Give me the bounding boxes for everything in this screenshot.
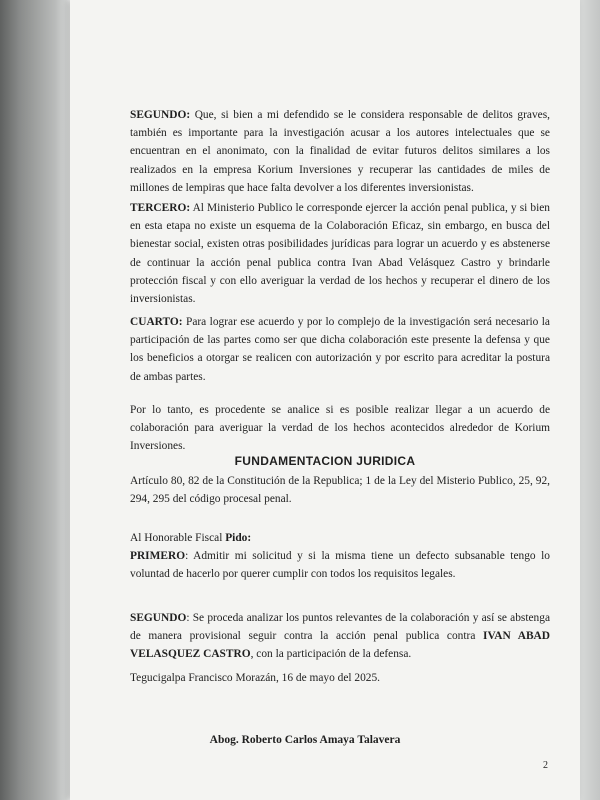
cuarto-paragraph: [130, 313, 550, 386]
petition-word: Pido:: [225, 532, 252, 544]
primero-label: PRIMERO: [130, 550, 186, 562]
segundo-pido-paragraph: [130, 609, 550, 664]
document-page: [70, 0, 580, 800]
conclusion-paragraph: Por lo tanto, es procedente se analice si es posible realizar llegar a un acuerdo de colaboración para averiguar la verdad de los hechos acontecidos alrededor de Korium Inversiones.: [130, 404, 550, 453]
cuarto-text: Para lograr ese acuerdo y por lo complejo de la investigación será necesario la participación de las partes como ser que dicha colaboración este presente la defensa y que los beneficios a otorgar se realicen con autorización y por escrito para acreditar la postura de ambas partes.: [130, 316, 550, 383]
fundamentacion-text: Artículo 80, 82 de la Constitución de la Republica; 1 de la Ley del Misterio Publico, 25, 92, 294, 295 del código procesal penal.: [130, 475, 550, 506]
segundo-label: SEGUNDO:: [130, 109, 191, 121]
segundo-pido-text-after: , con la participación de la defensa.: [250, 648, 412, 661]
signature: Abog. Roberto Carlos Amaya Talavera: [209, 734, 401, 746]
primero-text: : Admitir mi solicitud y si la misma tiene un defecto subsanable tengo lo voluntad de hacerlo por querer cumplir con todos los requisitos legales.: [130, 550, 550, 581]
page-number: 2: [543, 760, 548, 771]
petition-intro-text: Al Honorable Fiscal: [130, 532, 226, 544]
cuarto-label: CUARTO:: [130, 316, 183, 328]
place-date: Tegucigalpa Francisco Morazán, 16 de mayo del 2025.: [130, 672, 381, 684]
segundo-intro-paragraph: [130, 106, 550, 197]
tercero-label: TERCERO:: [130, 202, 191, 214]
tercero-text: Al Ministerio Publico le corresponde ejercer la acción penal publica, y si bien en esta etapa no existe un esquema de la Colaboración Eficaz, sin embargo, en busca del bienestar social, existen otras posibilidades jurídicas para lograr un acuerdo y es abstenerse de continuar la acción penal publica contra Ivan Abad Velásquez Castro y brindarle protección fiscal y con ello averiguar la verdad de los hechos y recuperar el dinero de los inversionistas.: [130, 202, 550, 306]
segundo-text: Que, si bien a mi defendido se le considera responsable de delitos graves, también es importante para la investigación acusar a los autores intelectuales que se encuentran en el anonimato, con la finalidad de evitar futuros delitos similares a los realizados en la empresa Korium Inversiones y recuperar las cantidades de miles de millones de lempiras que hace falta devolver a los diferentes inversionistas.: [130, 109, 550, 194]
petition-intro: [130, 529, 550, 547]
defendant-name: IVAN ABAD VELASQUEZ CASTRO: [130, 630, 550, 661]
tercero-paragraph: [130, 199, 550, 308]
fundamentacion-heading: FUNDAMENTACION JURIDICA: [234, 454, 416, 468]
segundo-pido-label: SEGUNDO: [130, 612, 187, 624]
desk-background: [578, 0, 600, 800]
primero-paragraph: [130, 547, 550, 583]
segundo-pido-text: : Se proceda analizar los puntos relevantes de la colaboración y así se abstenga de manera provisional seguir contra la acción penal publica contra: [130, 612, 550, 643]
